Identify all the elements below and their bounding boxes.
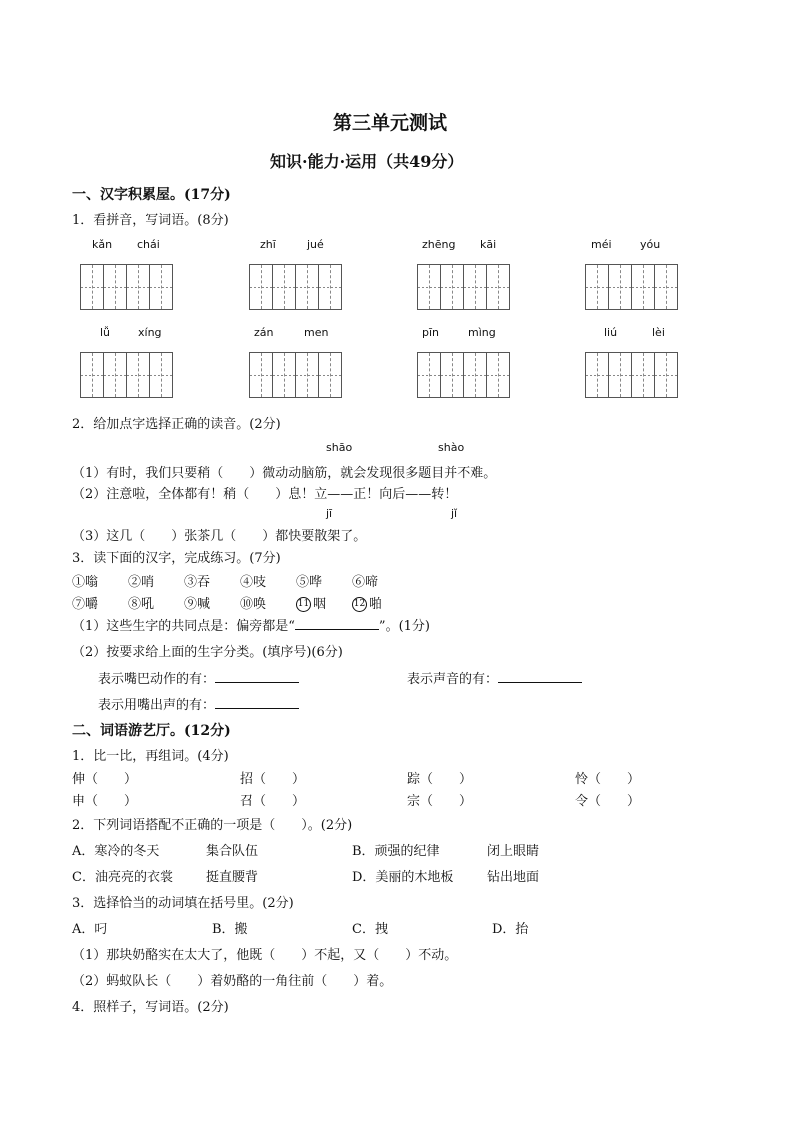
char-item: ⑤哗 — [296, 575, 323, 590]
option-b-2: 闭上眼睛 — [487, 844, 540, 859]
verb-option: A．叼 — [72, 922, 108, 937]
pinyin-option: shāo — [326, 441, 353, 454]
pinyin: men — [304, 326, 329, 339]
writing-grid[interactable] — [585, 352, 678, 398]
char-item: ⑨喊 — [184, 597, 211, 612]
category-sound: 表示声音的有： — [407, 668, 582, 687]
s2-q2-label: 2．下列词语搭配不正确的一项是（ ）。(2分) — [72, 818, 353, 833]
pinyin: zhī — [260, 238, 276, 251]
compare-word: 申（ ） — [72, 794, 138, 809]
pinyin: yóu — [640, 238, 661, 251]
pinyin: xíng — [138, 326, 162, 339]
pinyin: lèi — [652, 326, 665, 339]
page-subtitle: 知识·能力·运用（共49分） — [270, 152, 464, 171]
option-c: C．油亮亮的衣裳 — [72, 870, 173, 885]
char-list-1 — [72, 571, 408, 590]
compare-word: 伸（ ） — [72, 772, 138, 787]
char-item: ⑥啼 — [352, 575, 379, 590]
writing-grid[interactable] — [585, 264, 678, 310]
s2-q3-line-1: （1）那块奶酪实在太大了，他既（ ）不起，又（ ）不动。 — [72, 948, 458, 963]
s2-q3-line-2: （2）蚂蚁队长（ ）着奶酪的一角往前（ ）着。 — [72, 974, 393, 989]
section-2-heading: 二、词语游艺厅。(12分) — [72, 723, 231, 739]
char-item: ②哨 — [128, 575, 155, 590]
option-c-2: 挺直腰背 — [206, 870, 259, 885]
pinyin: jué — [307, 238, 324, 251]
q3-part-1: （1）这些生字的共同点是：偏旁都是“ ”。(1分) — [72, 619, 430, 634]
pinyin: liú — [604, 326, 618, 339]
s2-q3-label: 3．选择恰当的动词填在括号里。(2分) — [72, 896, 294, 911]
writing-grid[interactable] — [417, 352, 510, 398]
compare-word: 怜（ ） — [575, 772, 641, 787]
category-mouth-action: 表示嘴巴动作的有： — [98, 668, 299, 687]
pinyin: zán — [254, 326, 274, 339]
writing-grid[interactable] — [80, 264, 173, 310]
char-item: ①嗡 — [72, 575, 99, 590]
char-list-2 — [72, 593, 408, 612]
option-a: A．寒冷的冬天 — [72, 844, 160, 859]
s2-q1-label: 1．比一比，再组词。(4分) — [72, 749, 229, 764]
compare-word: 召（ ） — [240, 794, 306, 809]
option-d: D．美丽的木地板 — [352, 870, 454, 885]
q3-label: 3．读下面的汉字，完成练习。(7分) — [72, 551, 281, 566]
pinyin-option: jī — [326, 507, 333, 520]
writing-grid[interactable] — [249, 264, 342, 310]
writing-grid[interactable] — [417, 264, 510, 310]
verb-option: B．搬 — [212, 922, 248, 937]
answer-blank[interactable] — [215, 696, 299, 709]
q2-line-3: （3）这几（ ）张茶几（ ）都快要散架了。 — [72, 529, 367, 544]
option-b: B．顽强的纪律 — [352, 844, 440, 859]
compare-word: 宗（ ） — [407, 794, 473, 809]
section-1-heading: 一、汉字积累屋。(17分) — [72, 187, 231, 203]
pinyin: méi — [591, 238, 612, 251]
option-d-2: 钻出地面 — [487, 870, 540, 885]
pinyin: lǚ — [100, 326, 111, 339]
answer-blank[interactable] — [498, 670, 582, 683]
compare-word: 令（ ） — [575, 794, 641, 809]
answer-blank[interactable] — [215, 670, 299, 683]
q3-part-2: （2）按要求给上面的生字分类。(填序号)(6分) — [72, 645, 343, 660]
char-item: ⑧吼 — [128, 597, 155, 612]
q1-label: 1．看拼音，写词语。(8分) — [72, 213, 229, 228]
q2-line-1: （1）有时，我们只要稍（ ）微动动脑筋，就会发现很多题目并不难。 — [72, 466, 497, 481]
pinyin: kǎn — [92, 238, 113, 251]
answer-blank[interactable] — [295, 617, 379, 630]
verb-option: D．抬 — [492, 922, 529, 937]
pinyin: chái — [137, 238, 160, 251]
q2-label: 2．给加点字选择正确的读音。(2分) — [72, 417, 281, 432]
char-item: 11 咽 — [297, 597, 327, 612]
s2-q4-label: 4．照样子，写词语。(2分) — [72, 1000, 229, 1015]
writing-grid[interactable] — [80, 352, 173, 398]
pinyin-option: jǐ — [451, 507, 458, 520]
pinyin: mìng — [468, 326, 496, 339]
compare-word: 招（ ） — [240, 772, 306, 787]
char-item: ⑦嚼 — [72, 597, 99, 612]
writing-grid[interactable] — [249, 352, 342, 398]
pinyin: kāi — [480, 238, 497, 251]
page-title: 第三单元测试 — [333, 112, 448, 134]
compare-word: 踪（ ） — [407, 772, 473, 787]
char-item: ④吱 — [240, 575, 267, 590]
option-a-2: 集合队伍 — [206, 844, 259, 859]
category-voice: 表示用嘴出声的有： — [98, 694, 299, 713]
pinyin: pīn — [422, 326, 440, 339]
char-item: ③吞 — [184, 575, 211, 590]
char-item: 12 啪 — [353, 597, 383, 612]
char-item: ⑩唤 — [240, 597, 267, 612]
verb-option: C．拽 — [352, 922, 388, 937]
pinyin-option: shào — [438, 441, 465, 454]
pinyin: zhēng — [422, 238, 456, 251]
q2-line-2: （2）注意啦，全体都有！稍（ ）息！立——正！向后——转！ — [72, 487, 458, 502]
